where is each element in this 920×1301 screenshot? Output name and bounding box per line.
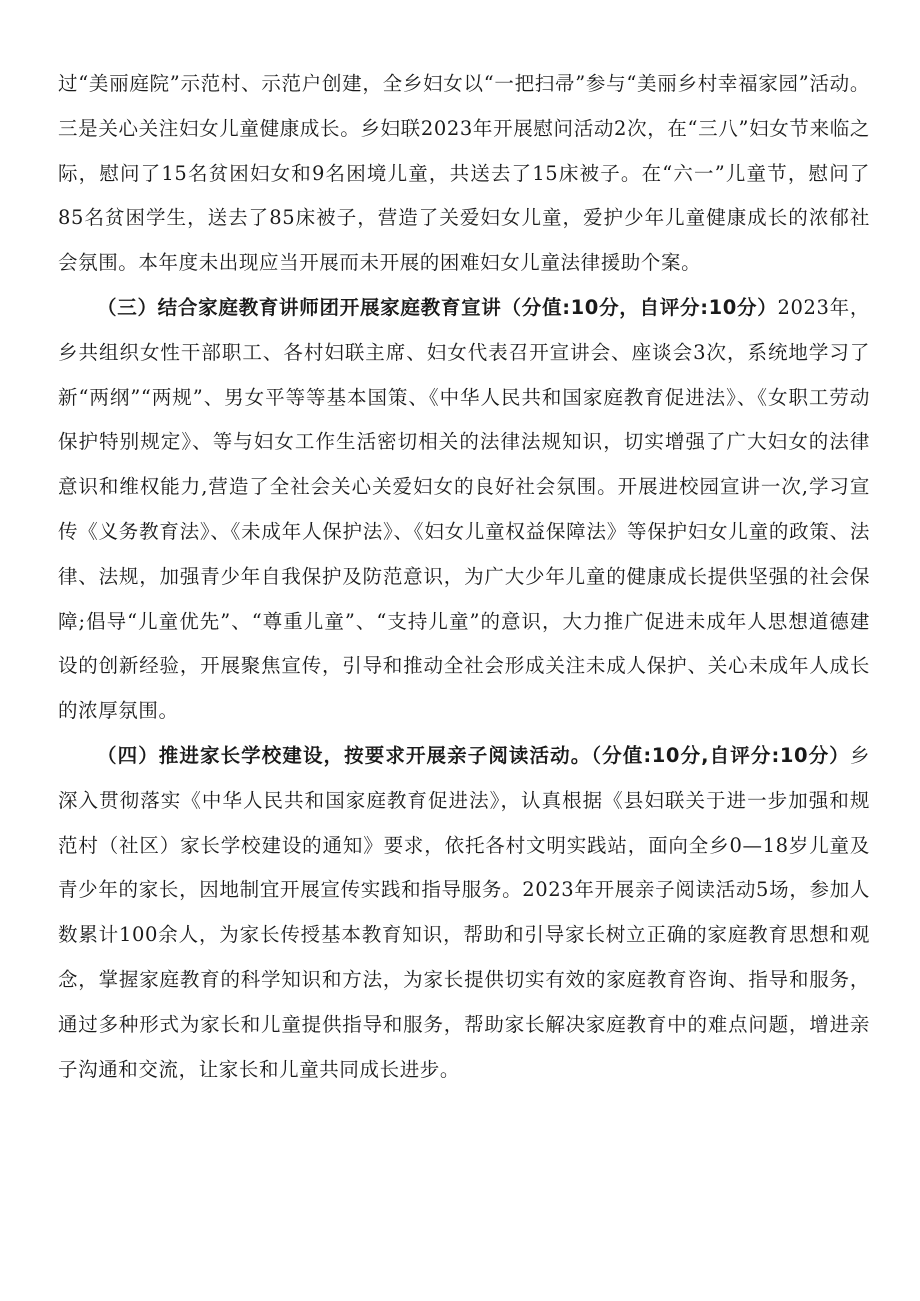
- paragraph-family-education-lectures: [58, 286, 870, 734]
- paragraph-text: 过“美丽庭院”示范村、示范户创建，全乡妇女以“一把扫帚”参与“美丽乡村幸福家园”活动。三是关心关注妇女儿童健康成长。乡妇联2023年开展慰问活动2次，在“三八”妇女节来临之际，慰问了15名贫困妇女和9名困境儿童，共送去了15床被子。在“六一”儿童节，慰问了85名贫困学生，送去了85床被子，营造了关爱妇女儿童，爱护少年儿童健康成长的浓郁社会氛围。本年度未出现应当开展而未开展的困难妇女儿童法律援助个案。: [58, 72, 870, 275]
- paragraph-women-children-care: [58, 62, 870, 286]
- paragraph-parent-school: [58, 734, 870, 1092]
- document-page: [58, 62, 870, 1092]
- section-heading-3: （三）结合家庭教育讲师团开展家庭教育宣讲（分值:10分，自评分:10分）: [97, 295, 778, 319]
- paragraph-text: 乡深入贯彻落实《中华人民共和国家庭教育促进法》，认真根据《县妇联关于进一步加强和规范村（社区）家长学校建设的通知》要求，依托各村文明实践站，面向全乡0—18岁儿童及青少年的家长，因地制宜开展宣传实践和指导服务。2023年开展亲子阅读活动5场，参加人数累计100余人，为家长传授基本教育知识，帮助和引导家长树立正确的家庭教育思想和观念，掌握家庭教育的科学知识和方法，为家长提供切实有效的家庭教育咨询、指导和服务，通过多种形式为家长和儿童提供指导和服务，帮助家长解决家庭教育中的难点问题，增进亲子沟通和交流，让家长和儿童共同成长进步。: [58, 743, 870, 1081]
- section-heading-4: （四）推进家长学校建设，按要求开展亲子阅读活动。（分值:10分,自评分:10分）: [97, 743, 850, 767]
- paragraph-text: 2023年，乡共组织女性干部职工、各村妇联主席、妇女代表召开宣讲会、座谈会3次，系统地学习了新“两纲”“两规”、男女平等等基本国策、《中华人民共和国家庭教育促进法》、《女职工劳动保护特别规定》、等与妇女工作生活密切相关的法律法规知识，切实增强了广大妇女的法律意识和维权能力,营造了全社会关心关爱妇女的良好社会氛围。开展进校园宣讲一次,学习宣传《义务教育法》、《未成年人保护法》、《妇女儿童权益保障法》等保护妇女儿童的政策、法律、法规，加强青少年自我保护及防范意识，为广大少年儿童的健康成长提供坚强的社会保障;倡导“儿童优先”、“尊重儿童”、“支持儿童”的意识，大力推广促进未成年人思想道德建设的创新经验，开展聚焦宣传，引导和推动全社会形成关注未成人保护、关心未成年人成长的浓厚氛围。: [58, 295, 870, 723]
